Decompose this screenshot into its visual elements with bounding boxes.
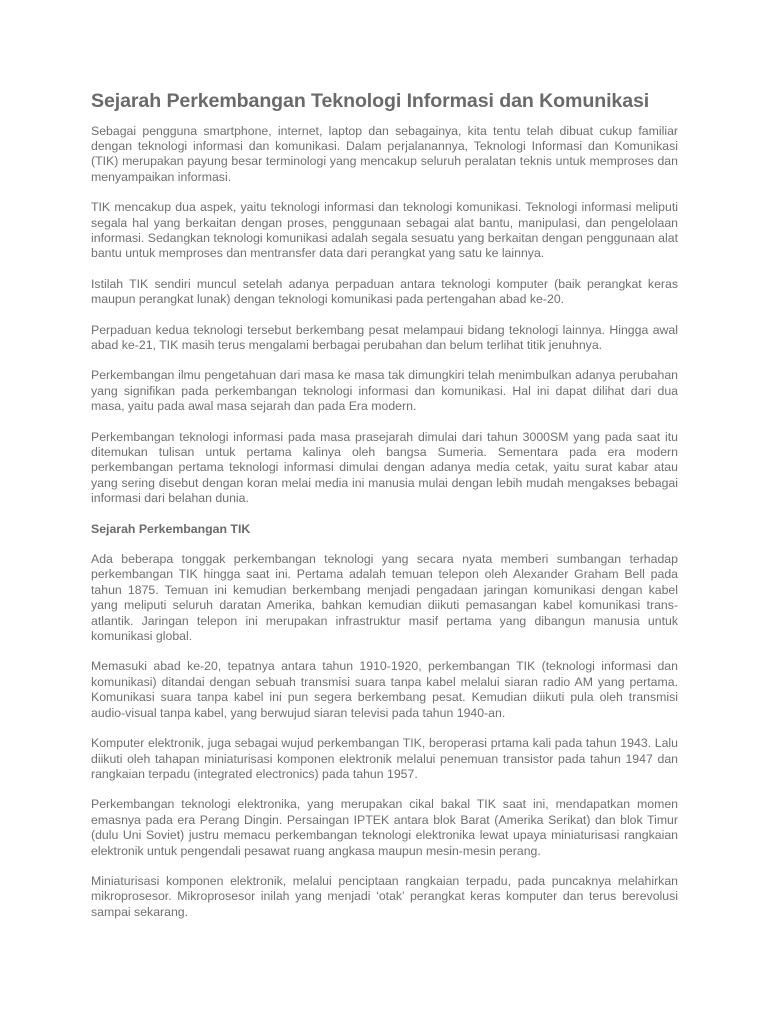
paragraph-prehistory-modern: Perkembangan teknologi informasi pada masa prasejarah dimulai dari tahun 3000SM yang pada saat itu ditemukan tulisan untuk pertama kalinya oleh bangsa Sumeria. Sementara pada era modern perkembangan pertama teknologi informasi dimulai dengan adanya media cetak, yaitu surat kabar atau yang sering disebut dengan koran melai media ini manusia mulai dengan lebih mudah mengakses bebagai informasi dari belahan dunia. (91, 429, 678, 506)
history-section (91, 552, 678, 920)
paragraph-telephone: Ada beberapa tonggak perkembangan teknologi yang secara nyata memberi sumbangan terhadap perkembangan TIK hingga saat ini. Pertama adalah temuan telepon oleh Alexander Graham Bell pada tahun 1875. Temuan ini kemudian berkembang menjadi pengadaan jaringan komunikasi dengan kabel yang meliputi seluruh daratan Amerika, bahkan kemudian diikuti pemasangan kabel komunikasi trans-atlantik. Jaringan telepon ini merupakan infrastruktur masif pertama yang dibangun manusia untuk komunikasi global. (91, 552, 678, 644)
paragraph-cold-war: Perkembangan teknologi elektronika, yang merupakan cikal bakal TIK saat ini, mendapatkan momen emasnya pada era Perang Dingin. Persaingan IPTEK antara blok Barat (Amerika Serikat) dan blok Timur (dulu Uni Soviet) justru memacu perkembangan teknologi elektronika lewat upaya miniaturisasi rangkaian elektronik untuk pengendali pesawat ruang angkasa maupun mesin-mesin perang. (91, 797, 678, 858)
paragraph-two-eras: Perkembangan ilmu pengetahuan dari masa ke masa tak dimungkiri telah menimbulkan adanya perubahan yang signifikan pada perkembangan teknologi informasi dan komunikasi. Hal ini dapat dilihat dari dua masa, yaitu pada awal masa sejarah dan pada Era modern. (91, 368, 678, 414)
paragraph-tik-growth: Perpaduan kedua teknologi tersebut berkembang pesat melampaui bidang teknologi lainnya. Hingga awal abad ke-21, TIK masih terus mengalami berbagai perubahan dan belum terlihat titik jenuhnya. (91, 322, 678, 352)
document-page (91, 90, 678, 920)
paragraph-tik-intro: Sebagai pengguna smartphone, internet, laptop dan sebagainya, kita tentu telah dibuat cukup familiar dengan teknologi informasi dan komunikasi. Dalam perjalanannya, Teknologi Informasi dan Komunikasi (TIK) merupakan payung besar terminologi yang mencakup seluruh peralatan teknis untuk memproses dan menyampaikan informasi. (91, 123, 678, 184)
paragraph-radio-tv: Memasuki abad ke-20, tepatnya antara tahun 1910-1920, perkembangan TIK (teknologi informasi dan komunikasi) ditandai dengan sebuah transmisi suara tanpa kabel melalui siaran radio AM yang pertama. Komunikasi suara tanpa kabel ini pun segera berkembang pesat. Kemudian diikuti pula oleh transmisi audio-visual tanpa kabel, yang berwujud siaran televisi pada tahun 1940-an. (91, 659, 678, 720)
intro-section (91, 124, 678, 507)
document-title: Sejarah Perkembangan Teknologi Informasi dan Komunikasi (91, 90, 650, 112)
section-heading: Sejarah Perkembangan TIK (91, 521, 251, 536)
paragraph-microprocessor: Miniaturisasi komponen elektronik, melalui penciptaan rangkaian terpadu, pada puncaknya melahirkan mikroprosesor. Mikroprosesor inilah yang menjadi ‘otak’ perangkat keras komputer dan terus berevolusi sampai sekarang. (91, 873, 678, 919)
paragraph-tik-aspects: TIK mencakup dua aspek, yaitu teknologi informasi dan teknologi komunikasi. Teknologi informasi meliputi segala hal yang berkaitan dengan proses, penggunaan sebagai alat bantu, manipulasi, dan pengelolaan informasi. Sedangkan teknologi komunikasi adalah segala sesuatu yang berkaitan dengan penggunaan alat bantu untuk memproses dan mentransfer data dari perangkat yang satu ke lainnya. (91, 200, 678, 261)
paragraph-computer: Komputer elektronik, juga sebagai wujud perkembangan TIK, beroperasi prtama kali pada tahun 1943. Lalu diikuti oleh tahapan miniaturisasi komponen elektronik melalui penemuan transistor pada tahun 1947 dan rangkaian terpadu (integrated electronics) pada tahun 1957. (91, 736, 678, 781)
paragraph-tik-origin: Istilah TIK sendiri muncul setelah adanya perpaduan antara teknologi komputer (baik perangkat keras maupun perangkat lunak) dengan teknologi komunikasi pada pertengahan abad ke-20. (91, 276, 678, 307)
